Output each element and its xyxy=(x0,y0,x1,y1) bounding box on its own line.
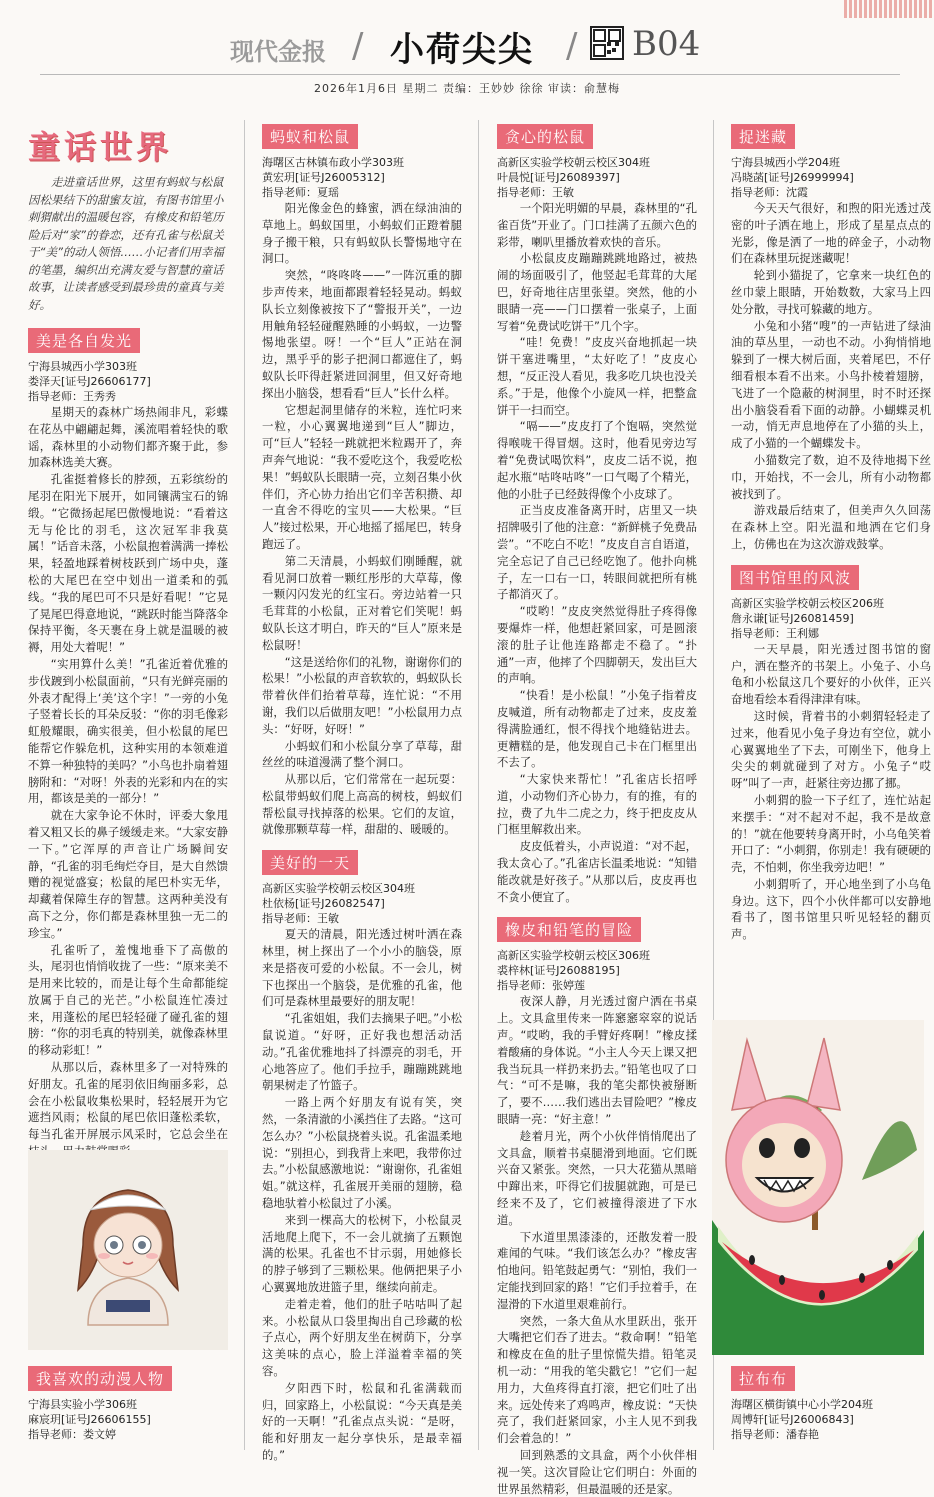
article-author: 黄宏玥[证号J26005312] xyxy=(262,171,385,184)
feature-intro: 走进童话世界，这里有蚂蚁与松鼠因松果结下的甜蜜友谊，有图书馆里小刺猬献出的温暖包容，有橡皮和铅笔历险后对“家”的眷恋，还有孔雀与松鼠关于“美”的动人领悟……小记者们用幸福的笔墨，编织出充满友爱与智慧的童话故事，让读者感受到最珍贵的童真与美好。 xyxy=(28,175,224,312)
paragraph: 它想起洞里储存的米粒，连忙叼来一粒，小心翼翼地递到“巨人”脚边，可“巨人”轻轻一跳就把米粒踢开了，奔声奔气地说：“我不爱吃这个，我爱吃松果！”蚂蚁队长眼睛一亮，立刻召集小伙伴们，齐心协力抬出它们辛苦积攒、却一直舍不得吃的宝贝——大松果。“巨人”接过松果，开心地摇了摇尾巴，转身跑远了。 xyxy=(262,402,462,551)
paragraph: 这时候，背着书的小刺猬轻轻走了过来，他看见小兔子身边有空位，就小心翼翼地坐了下去，可刚坐下，他身上尖尖的刺就碰到了对方。小兔子“哎呀”叫了一声，赶紧往旁边挪了挪。 xyxy=(731,708,931,791)
paragraph: 孔雀听了，羞愧地垂下了高傲的头，尾羽也悄悄收拢了一些：“原来美不是用来比较的，而是让每个生命都能绽放属于自己的光芒。”小松鼠连忙凑过来，用蓬松的尾巴轻轻碰了碰孔雀的翅膀：“你的羽毛真的特别美，就像森林里的移动彩虹！” xyxy=(28,942,228,1058)
paragraph: 一个阳光明媚的早晨，森林里的“孔雀百货”开业了。门口挂满了五颜六色的彩带，喇叭里播放着欢快的音乐。 xyxy=(497,201,697,249)
paragraph: 阳光像金色的蜂蜜，洒在绿油油的草地上。蚂蚁国里，小蚂蚁们正蹬着腿身子搬干粮，只有蚂蚁队长警惕地守在洞口。 xyxy=(262,201,462,266)
header-rule xyxy=(40,74,900,75)
column-2 xyxy=(262,120,462,1465)
paragraph: “孔雀姐姐，我们去摘果子吧。”小松鼠说道。“好呀，正好我也想活动活动。”孔雀优雅地抖了抖漂亮的羽毛，开心地答应了。他们手拉手，蹦蹦跳跳地朝果树走了竹篮子。 xyxy=(262,1011,462,1093)
paragraph: 夏天的清晨，阳光透过树叶洒在森林里，树上探出了一个小小的脑袋，原来是搭夜可爱的小松鼠。不一会儿，树下也探出一个脑袋，是优雅的孔雀，他们可是森林里最要好的朋友呢！ xyxy=(262,927,462,1009)
article-teacher: 指导老师：王利娜 xyxy=(731,626,819,640)
article-title[interactable]: 橡皮和铅笔的冒险 xyxy=(497,917,641,942)
article-good-day xyxy=(262,846,462,1464)
page-number: B04 xyxy=(632,24,701,64)
paragraph: “哎哟！”皮皮突然觉得肚子疼得像要爆炸一样，他想赶紧回家，可是圆滚滚的肚子让他连路都走不稳了。“扑通”一声，他摔了个四脚朝天，发出巨大的声响。 xyxy=(497,604,697,686)
column-divider xyxy=(478,120,479,1450)
article-teacher: 指导老师：王秀秀 xyxy=(28,390,116,403)
drawing-svg xyxy=(28,1150,228,1350)
paragraph: 走着走着，他们的肚子咕咕叫了起来。小松鼠从口袋里掏出自己珍藏的松子点心，两个好朋友坐在树荫下，分享这美味的点心，脸上洋溢着幸福的笑容。 xyxy=(262,1296,462,1378)
header-divider: / xyxy=(352,26,364,66)
paragraph: “大家快来帮忙！”孔雀店长招呼道，小动物们齐心协力，有的推，有的拉，费了九牛二虎之力，终于把皮皮从门框里解救出来。 xyxy=(497,772,697,837)
article-author: 詹永谦[证号J26081459] xyxy=(731,611,854,625)
paragraph: 突然，“咚咚咚——”一阵沉重的脚步声传来，地面都跟着轻轻晃动。蚂蚁队长立刻像被按下了“警报开关”，一边用触角轻轻碰醒熟睡的小蚂蚁，一边警惕地张望。呀！一个“巨人”正站在洞边，黑乎乎的影子把洞口都遮住了，蚂蚁队长吓得赶紧进回洞里，但又好奇地探出小脑袋，想看看“巨人”长什么样。 xyxy=(262,268,462,400)
article-title[interactable]: 美是各自发光 xyxy=(28,328,140,353)
feature-title: 童话世界 xyxy=(28,128,173,166)
paragraph: 小猫数完了数，迫不及待地揭下丝巾，开始找，不一会儿，所有小动物都被找到了。 xyxy=(731,452,931,501)
paragraph: 夜深人静，月光透过窗户洒在书桌上。文具盒里传来一阵窸窸窣窣的说话声。“哎哟，我的手臂好疼啊！”橡皮揉着酸痛的身体说。“小主人今天上课又把我当玩具一样扔来扔去。”铅笔也叹了口气：“可不是嘛，我的笔尖都快被掰断了，要不……我们逃出去冒险吧？”橡皮眼睛一亮：“好主意！” xyxy=(497,994,697,1127)
article-author: 周博轩[证号J26006843] xyxy=(731,1413,854,1426)
paragraph: 小松鼠皮皮蹦蹦跳跳地路过，被热闹的场面吸引了，他竖起毛茸茸的大尾巴，好奇地往店里张望。突然，他的小眼睛一亮——门口摆着一张桌子，上面写着“免费试吃饼干”几个字。 xyxy=(497,251,697,333)
paragraph: 正当皮皮准备离开时，店里又一块招牌吸引了他的注意：“新鲜桃子免费品尝”。“不吃白不吃！”皮皮自言自语道，完全忘记了自己已经吃饱了。他扑向桃子，左一口右一口，转眼间就把所有桃子都消灭了。 xyxy=(497,503,697,602)
article-title[interactable]: 图书馆里的风波 xyxy=(731,565,859,590)
drawing-svg xyxy=(712,1020,924,1355)
paragraph: 从那以后，森林里多了一对特殊的好朋友。孔雀的尾羽依旧绚丽多彩，总会在小松鼠收集松果时，轻轻展开为它遮挡风雨；松鼠的尾巴依旧蓬松柔软，每当孔雀开屏展示风采时，它总会坐在 xyxy=(28,1060,228,1142)
paragraph: 突然，一条大鱼从水里跃出，张开大嘴把它们吞了进去。“救命啊！”铅笔和橡皮在鱼的肚子里惊慌失措。铅笔灵机一动：“用我的笔尖戳它！”它们一起用力，大鱼疼得直打滚，把它们吐了出来。远处传来了鸡鸣声，橡皮说：“天快亮了，我们赶紧回家，小主人见不到我们会着急的！” xyxy=(497,1313,697,1446)
article-school: 高新区实验学校朝云校区304班 xyxy=(262,882,415,896)
paragraph: 孔雀挺着修长的脖颈，五彩缤纷的尾羽在阳光下展开，如同镶满宝石的锦缎。“它微扬起尾巴傲慢地说：“看着这无与伦比的羽毛，这次冠军非我莫属！”话音未落，小松鼠抱着满满一捧松果，轻盈地踩着树枝跃到广场中央，蓬松的大尾巴在空中划出一道柔和的弧线。“我的尾巴可不只是好看呢！”它晃了晃尾巴得意地说，“跳跃时能当降落伞保持平衡，冬天裹在身上就是温暖的被褥，用处大着呢！” xyxy=(28,472,228,655)
labubu-drawing xyxy=(712,1020,924,1355)
paragraph: 就在大家争论不休时，评委大象甩着又粗又长的鼻子缓缓走来。“大家安静一下。”它浑厚的声音让广场瞬间安静，“孔雀的羽毛绚烂夺目，是大自然馈赠的视觉盛宴；松鼠的尾巴朴实无华，却藏着保障生存的智慧。这两种美没有高下之分，你们都是森林里独一无二的珍宝。” xyxy=(28,808,228,940)
article-teacher: 指导老师：张婷莲 xyxy=(497,979,585,993)
article-beauty xyxy=(28,324,228,1210)
paragraph: 皮皮低着头，小声说道：“对不起，我太贪心了。”孔雀店长温柔地说：“知错能改就是好孩子。”从那以后，皮皮再也不贪小便宜了。 xyxy=(497,839,697,904)
article-teacher: 指导老师：潘春艳 xyxy=(731,1428,819,1441)
article-school: 宁海县实验小学306班 xyxy=(28,1398,137,1411)
page-header xyxy=(0,0,934,100)
article-school: 宁海县城西小学204班 xyxy=(731,156,840,169)
paragraph: “嗝——”皮皮打了个饱嗝，突然觉得喉咙干得冒烟。这时，他看见旁边写着“免费试喝饮料”，皮皮二话不说，抱起水瓶“咕咚咕咚”一口气喝了个精光，他的小肚子已经鼓得像个小皮球了。 xyxy=(497,419,697,501)
article-greedy-squirrel xyxy=(497,120,697,905)
paragraph: 从那以后，它们常常在一起玩耍：松鼠带蚂蚁们爬上高高的树枝，蚂蚁们帮松鼠寻找掉落的松果。它们的友谊，就像那颗草莓一样，甜甜的、暖暖的。 xyxy=(262,772,462,837)
article-title[interactable]: 蚂蚁和松鼠 xyxy=(262,124,358,149)
article-hide-and-seek xyxy=(731,120,931,553)
paragraph: 轮到小猫捉了，它拿来一块红色的丝巾蒙上眼睛，开始数数，大家马上四处分散，寻找可躲藏的地方。 xyxy=(731,268,931,316)
column-4 xyxy=(731,120,931,1010)
article-author: 娄泽天[证号J26606177] xyxy=(28,375,151,388)
article-anime xyxy=(28,1362,228,1442)
section-title: 小荷尖尖 xyxy=(390,30,534,70)
paragraph: 小刺猬听了，开心地坐到了小乌龟身边。这下，四个小伙伴都可以安静地看书了，图书馆里只听见轻轻的翻页声。 xyxy=(731,876,931,942)
article-teacher: 指导老师：夏瑶 xyxy=(262,186,339,199)
article-teacher: 指导老师：沈霞 xyxy=(731,186,808,199)
paragraph: 回到熟悉的文具盒，两个小伙伴相视一笑。这次冒险让它们明白：外面的世界虽然精彩，但最温暖的还是家。 xyxy=(497,1447,697,1496)
paragraph: “实用算什么美！”孔雀近着优雅的步伐踱到小松鼠面前，“只有光鲜亮丽的外表才配得上‘美’这个字！”一旁的小兔子竖着长长的耳朵反驳：“你的羽毛像彩虹般耀眼，确实很美，但小松鼠的尾巴能帮它作躲危机，这种实用的本领难道不算一种独特的美吗？”小鸟也扑扇着翅膀附和：“对呀！外表的光彩和内在的实用，都该是美的一部分！” xyxy=(28,656,228,806)
paragraph: 第二天清晨，小蚂蚁们刚睡醒，就看见洞口放着一颗红彤彤的大草莓，像一颗闪闪发光的红宝石。旁边站着一只毛茸茸的小松鼠，正对着它们笑呢！蚂蚁队长这才明白，昨天的“巨人”原来是松鼠呀！ xyxy=(262,553,462,652)
article-labubu xyxy=(731,1362,921,1442)
header-decoration xyxy=(844,0,934,18)
paragraph: 夕阳西下时，松鼠和孔雀满载而归，回家路上，小松鼠说：“今天真是美好的一天啊！”孔雀点点头说：“是呀，能和好朋友一起分享快乐，是最幸福的。” xyxy=(262,1380,462,1462)
paragraph: 小兔和小猪“嗖”的一声钻进了绿油油的草丛里，一动也不动。小狗悄悄地躲到了一棵大树后面，夹着尾巴，不仔细看根本看不出来。小鸟扑棱着翅膀，飞进了一个隐蔽的树洞里，时不时还探出小脑袋看看下面的动静。小蝴蝶灵机一动，悄无声息地停在了小猫的头上，成了小猫的一个蝴蝶发卡。 xyxy=(731,318,931,451)
header-divider: / xyxy=(566,26,578,66)
paragraph: 小蚂蚁们和小松鼠分享了草莓，甜丝丝的味道漫满了整个洞口。 xyxy=(262,738,462,770)
issue-meta: 2026年1月6日 星期二 责编：王妙妙 徐徐 审读：俞慧梅 xyxy=(314,82,620,95)
article-author: 杜依杨[证号J26082547] xyxy=(262,897,385,911)
article-ant-squirrel xyxy=(262,120,462,838)
article-eraser-pencil xyxy=(497,913,697,1497)
anime-character-drawing xyxy=(28,1150,228,1350)
article-school: 宁海县城西小学303班 xyxy=(28,360,137,373)
article-author: 裘梓林[证号J26088195] xyxy=(497,964,620,978)
paragraph: 星期天的森林广场热闹非凡，彩蝶在花丛中翩翩起舞，溪流唱着轻快的歌谣，森林里的小动物们都齐聚于此，参加森林选美大赛。 xyxy=(28,405,228,470)
article-title[interactable]: 我喜欢的动漫人物 xyxy=(28,1366,172,1391)
paragraph: 一路上两个好朋友有说有笑，突然，一条清澈的小溪挡住了去路。“这可怎么办？”小松鼠挠着头说。孔雀温柔地说：“别担心，到我背上来吧，我带你过去。”小松鼠感激地说：“谢谢你，孔雀姐姐。”就这样，孔雀展开美丽的翅膀，稳稳地驮着小松鼠过了小溪。 xyxy=(262,1095,462,1211)
paragraph: “这是送给你们的礼物，谢谢你们的松果！”小松鼠的声音软软的，蚂蚁队长带着伙伴们抬着草莓，连忙说：“不用谢，我们以后做朋友吧！”小松鼠用力点头：“好呀，好呀！” xyxy=(262,654,462,736)
article-library xyxy=(731,561,931,943)
newspaper-name: 现代金报 xyxy=(230,37,326,66)
article-author: 麻宸玥[证号J26606155] xyxy=(28,1413,151,1426)
paragraph: 今天天气很好，和煦的阳光透过茂密的叶子洒在地上，形成了星星点点的光影，像是洒了一地的碎金子，小动物们在森林里玩捉迷藏呢！ xyxy=(731,201,931,266)
article-title[interactable]: 美好的一天 xyxy=(262,850,358,875)
article-author: 叶晨悦[证号J26089397] xyxy=(497,171,620,184)
column-divider xyxy=(244,120,245,1450)
article-author: 冯晓菡[证号J26999994] xyxy=(731,171,854,184)
paragraph: 小刺猬的脸一下子红了，连忙站起来摆手：“对不起对不起，我不是故意的！”就在他要转身离开时，小乌龟笑着开口了：“小刺猬，你别走！我有硬硬的壳，不怕刺，你坐我旁边吧！” xyxy=(731,792,931,875)
paragraph: 一天早晨，阳光透过图书馆的窗户，洒在整齐的书架上。小兔子、小乌龟和小松鼠这几个要好的小伙伴，正兴奋地看绘本看得津津有味。 xyxy=(731,641,931,707)
paragraph: 来到一棵高大的松树下，小松鼠灵活地爬上爬下，不一会儿就摘了五颗饱满的松果。孔雀也不甘示弱，用她修长的脖子够到了三颗松果。他俩把果子小心翼翼地放进篮子里，继续向前走。 xyxy=(262,1212,462,1295)
paragraph: “快看！是小松鼠！”小兔子指着皮皮喊道，所有动物都走了过来，皮皮羞得满脸通红，恨不得找个地缝钻进去。更糟糕的是，他发现自己卡在门框里出不去了。 xyxy=(497,688,697,770)
article-title[interactable]: 拉布布 xyxy=(731,1366,795,1391)
paragraph: 下水道里黑漆漆的，还散发着一股难闻的气味。“我们该怎么办？”橡皮害怕地问。铅笔鼓起勇气：“别怕，我们一定能找到回家的路！”它们手拉着手，在湿滑的下水道里艰难前行。 xyxy=(497,1229,697,1311)
qr-code-icon[interactable] xyxy=(590,26,624,60)
paragraph: 游戏最后结束了，但美声久久回荡在森林上空。阳光温和地洒在它们身上，仿佛也在为这次游戏鼓掌。 xyxy=(731,503,931,551)
article-title[interactable]: 贪心的松鼠 xyxy=(497,124,593,149)
article-teacher: 指导老师：王敏 xyxy=(497,186,574,199)
article-school: 高新区实验学校朝云校区306班 xyxy=(497,949,650,963)
column-3 xyxy=(497,120,697,1496)
article-teacher: 指导老师：娄文婷 xyxy=(28,1428,116,1441)
article-school: 海曙区横街镇中心小学204班 xyxy=(731,1398,873,1411)
article-school: 海曙区古林镇布政小学303班 xyxy=(262,156,404,169)
article-school: 高新区实验学校朝云校区206班 xyxy=(731,596,884,610)
article-school: 高新区实验学校朝云校区304班 xyxy=(497,156,650,169)
article-teacher: 指导老师：王敏 xyxy=(262,912,339,926)
paragraph: “哇！免费！”皮皮兴奋地抓起一块饼干塞进嘴里，“太好吃了！”皮皮心想，“反正没人看见，我多吃几块也没关系。”于是，他像个小旋风一样，把整盒饼干一扫而空。 xyxy=(497,335,697,417)
paragraph: 趁着月光，两个小伙伴悄悄爬出了文具盒，顺着书桌腿滑到地面。它们既兴奋又紧张。突然，一只大花猫从黑暗中蹿出来，吓得它们拔腿就跑，可是已经来不及了，它们被撞得滚进了下水道。 xyxy=(497,1128,697,1227)
article-title[interactable]: 捉迷藏 xyxy=(731,124,795,149)
